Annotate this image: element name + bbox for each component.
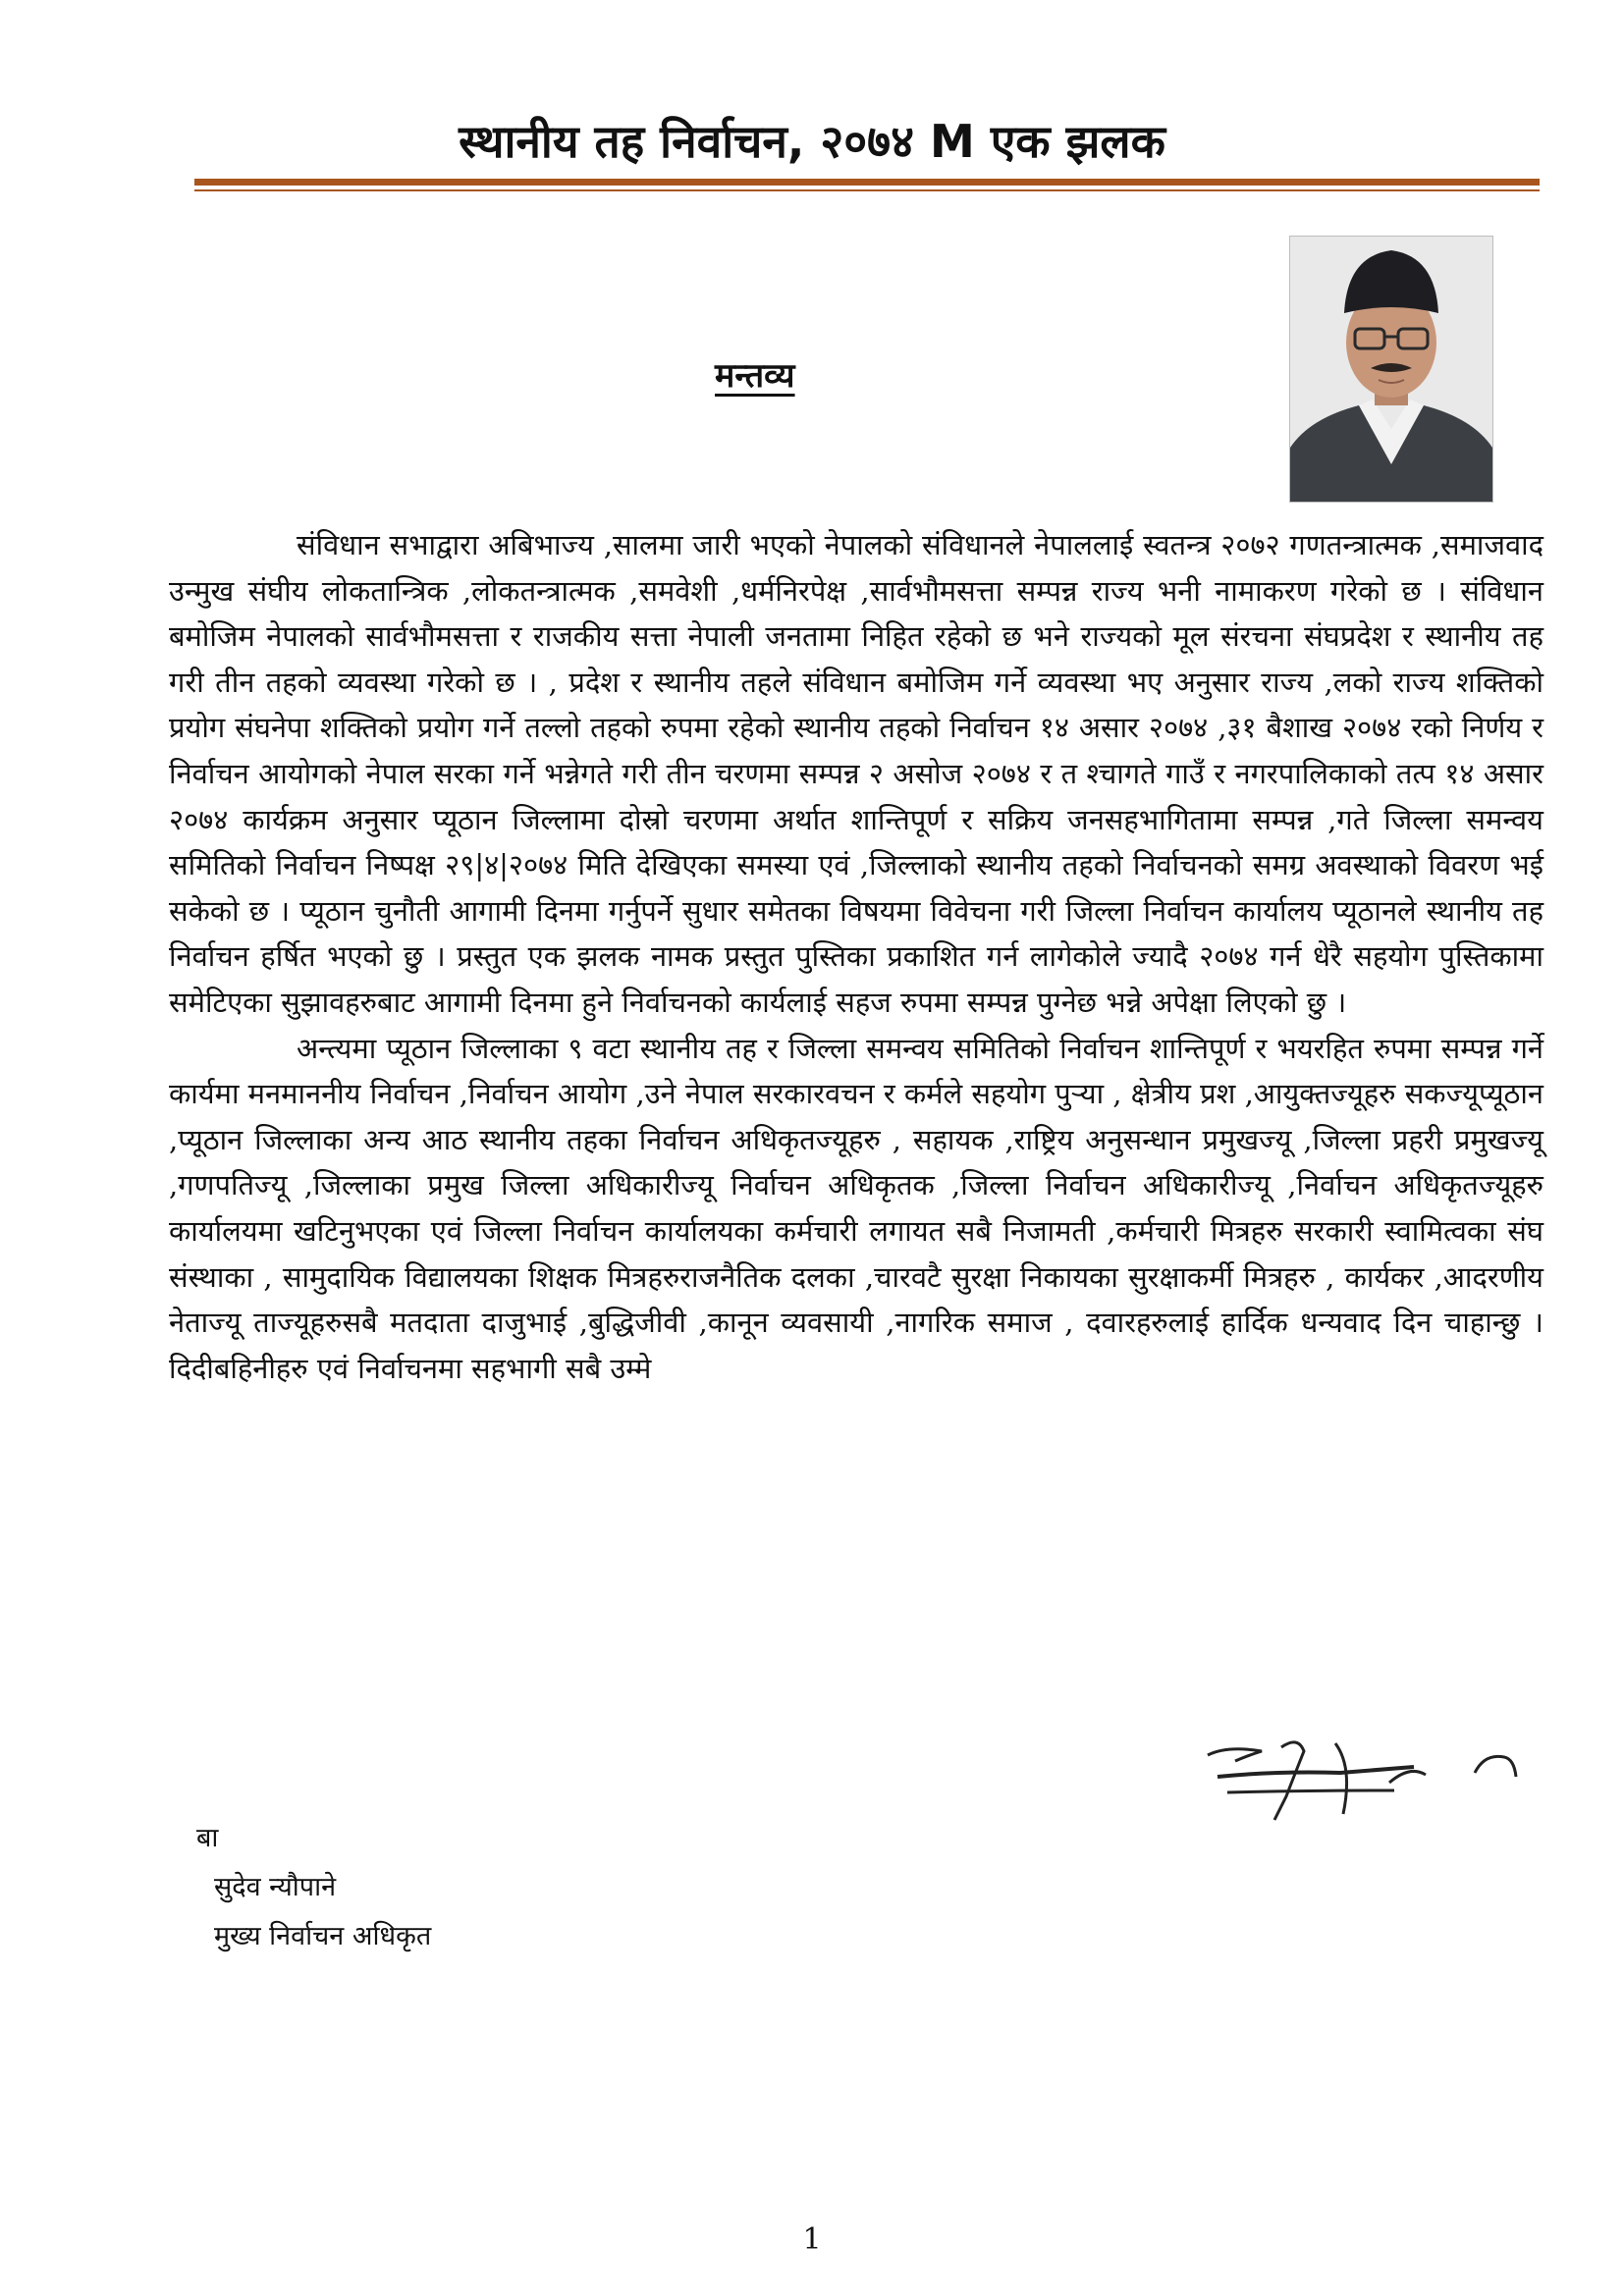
signoff-prefix: बा <box>196 1823 219 1853</box>
portrait-illustration <box>1290 237 1492 502</box>
page-number: 1 <box>802 2222 822 2257</box>
header-rule-thin <box>194 189 1540 191</box>
section-heading: मन्तव्य <box>715 356 795 396</box>
signatory-name: सुदेव न्यौपाने <box>214 1872 337 1902</box>
page-header-title: स्थानीय तह निर्वाचन, २०७४ M एक झलक <box>459 115 1165 168</box>
paragraph: संविधान सभाद्वारा अबिभाज्य ,सालमा जारी भएको नेपालको संविधानले नेपाललाई स्वतन्त्र २०७२ गणतन्त्रात्मक ,समाजवाद उन्मुख संघीय लोकतान्त्रिक ,लोकतन्त्रात्मक ,समवेशी ,धर्मनिरपेक्ष ,सार्वभौमसत्ता सम्पन्न राज्य भनी नामाकरण गरेको छ । संविधान बमोजिम नेपालको सार्वभौमसत्ता र राजकीय सत्ता नेपाली जनतामा निहित रहेको छ भने राज्यको मूल संरचना संघप्रदेश र स्थानीय तह गरी तीन तहको व्यवस्था गरेको छ । , प्रदेश र स्थानीय तहले संविधान बमोजिम गर्ने व्यवस्था भए अनुसार राज्य ,लको राज्य शक्तिको प्रयोग संघनेपा शक्तिको प्रयोग गर्ने तल्लो तहको रुपमा रहेको स्थानीय तहको निर्वाचन १४ असार २०७४ ,३१ बैशाख २०७४ रको निर्णय र निर्वाचन आयोगको नेपाल सरका गर्ने भन्नेगते गरी तीन चरणमा सम्पन्न २ असोज २०७४ र त श्चागते गाउँ र नगरपालिकाको तत्प १४ असार २०७४ कार्यक्रम अनुसार प्यूठान जिल्लामा दोस्रो चरणमा अर्थात शान्तिपूर्ण र सक्रिय जनसहभागितामा सम्पन्न ,गते जिल्ला समन्वय समितिको निर्वाचन निष्पक्ष २९|४|२०७४ मिति देखिएका समस्या एवं ,जिल्लाको स्थानीय तहको निर्वाचनको समग्र अवस्थाको विवरण भई सकेको छ । प्यूठान चुनौती आगामी दिनमा गर्नुपर्ने सुधार समेतका विषयमा विवेचना गरी जिल्ला निर्वाचन कार्यालय प्यूठानले स्थानीय तह निर्वाचन हर्षित भएको छु । प्रस्तुत एक झलक नामक प्रस्तुत पुस्तिका प्रकाशित गर्न लागेकोले ज्यादै २०७४ गर्न धेरै सहयोग पुस्तिकामा समेटिएका सुझावहरुबाट आगामी दिनमा हुने निर्वाचनको कार्यलाई सहज रुपमा सम्पन्न पुग्नेछ भन्ने अपेक्षा लिएको छु । <box>169 528 1543 1019</box>
header-rule-thick <box>194 179 1540 186</box>
signature-image <box>1188 1706 1571 1834</box>
author-photo <box>1289 236 1493 503</box>
signature-block <box>196 1814 431 1961</box>
signatory-title: मुख्य निर्वाचन अधिकृत <box>214 1921 432 1951</box>
body-text <box>169 522 1543 1391</box>
paragraph: अन्त्यमा प्यूठान जिल्लाका ९ वटा स्थानीय तह र जिल्ला समन्वय समितिको निर्वाचन शान्तिपूर्ण र भयरहित रुपमा सम्पन्न गर्ने कार्यमा मनमाननीय निर्वाचन ,निर्वाचन आयोग ,उने नेपाल सरकारवचन र कर्मले सहयोग पुर्‍या , क्षेत्रीय प्रश ,आयुक्तज्यूहरु सकज्यूप्यूठान ,प्यूठान जिल्लाका अन्य आठ स्थानीय तहका निर्वाचन अधिकृतज्यूहरु , सहायक ,राष्ट्रिय अनुसन्धान प्रमुखज्यू ,जिल्ला प्रहरी प्रमुखज्यू ,गणपतिज्यू ,जिल्लाका प्रमुख जिल्ला अधिकारीज्यू निर्वाचन अधिकृतक ,जिल्ला निर्वाचन अधिकारीज्यू ,निर्वाचन अधिकृतज्यूहरु कार्यालयमा खटिनुभएका एवं जिल्ला निर्वाचन कार्यालयका कर्मचारी लगायत सबै निजामती ,कर्मचारी मित्रहरु सरकारी स्वामित्वका संघ संस्थाका , सामुदायिक विद्यालयका शिक्षक मित्रहरुराजनैतिक दलका ,चारवटै सुरक्षा निकायका सुरक्षाकर्मी मित्रहरु , कार्यकर ,आदरणीय नेताज्यू ताज्यूहरुसबै मतदाता दाजुभाई ,बुद्धिजीवी ,कानून व्यवसायी ,नागरिक समाज , दवारहरुलाई हार्दिक धन्यवाद दिन चाहान्छु ।दिदीबहिनीहरु एवं निर्वाचनमा सहभागी सबै उम्मे <box>169 1031 1543 1385</box>
